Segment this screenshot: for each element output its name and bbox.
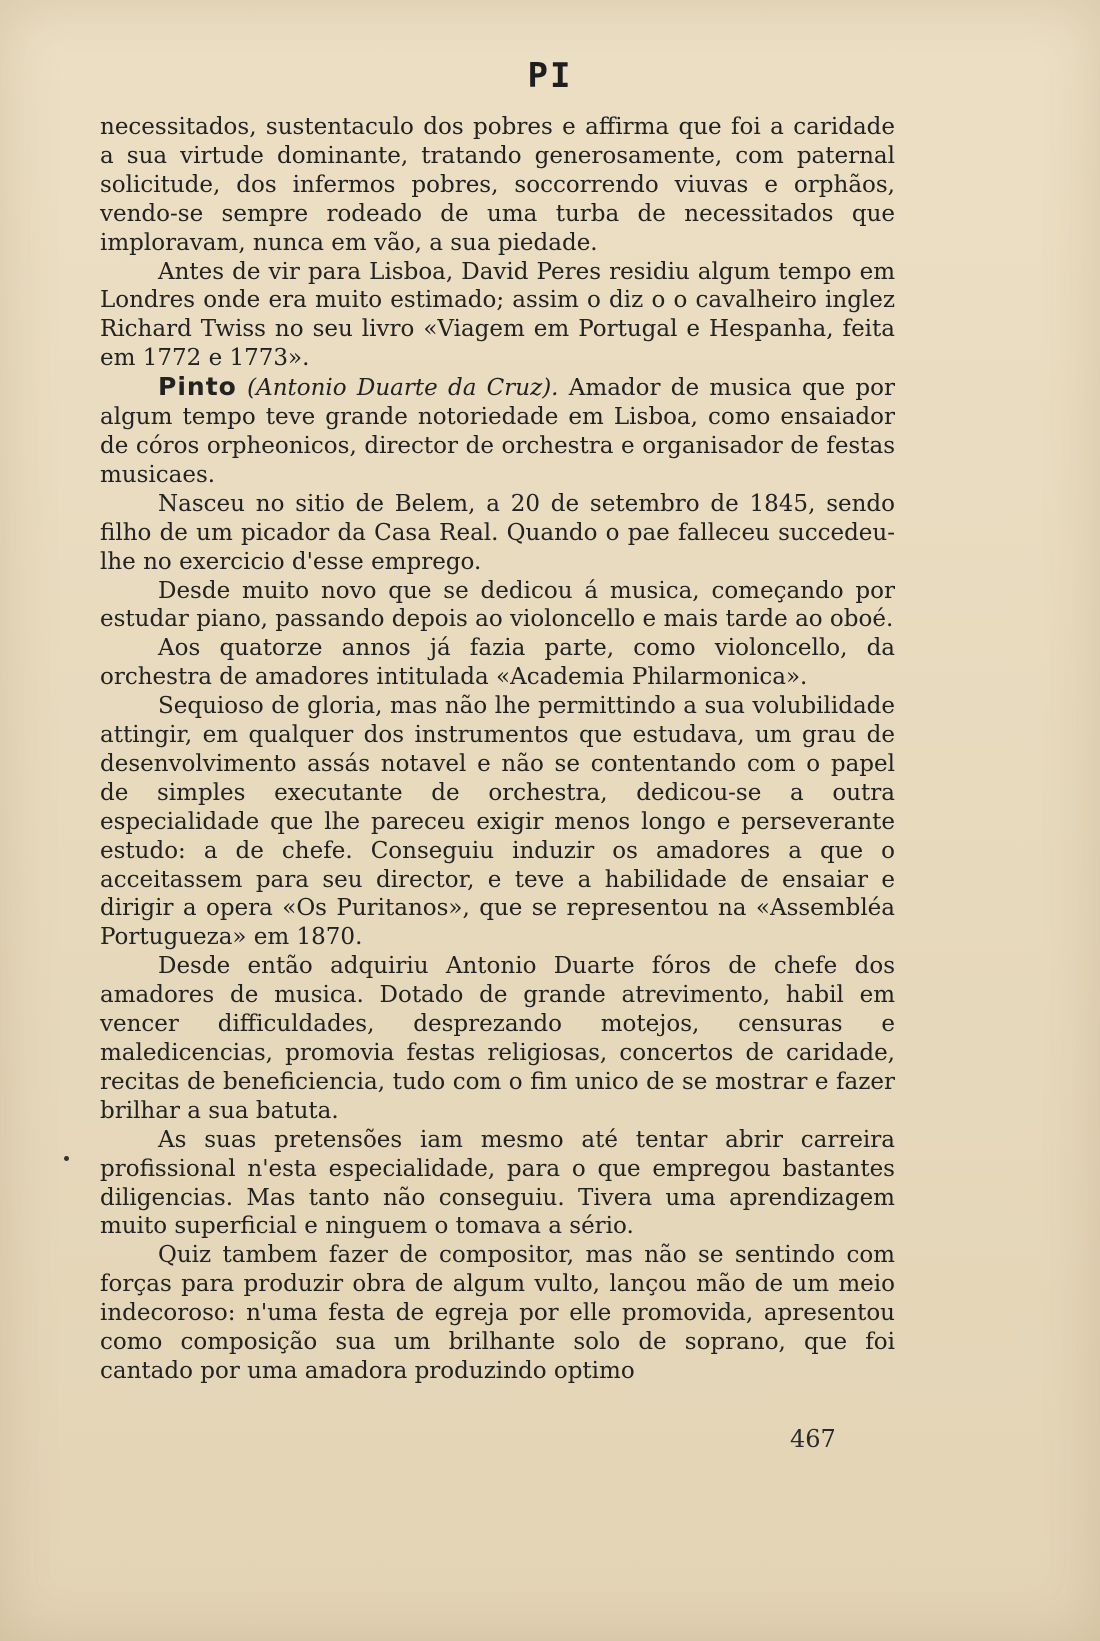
entry-heading-paragraph [100, 373, 895, 490]
running-header: PI [527, 56, 573, 96]
paragraph-conductor: Sequioso de gloria, mas não lhe permittindo a sua volubilidade attingir, em qualquer dos instrumentos que estudava, um grau de desenvolvimento assás notavel e não se contentando com o papel de simples executante de orchestra, dedicou-se a outra especialidade que lhe pareceu exigir menos longo e perseverante estudo: a de chefe. Conseguiu induzir os amadores a que o acceitassem para seu director, e teve a habilidade de ensaiar e dirigir a opera «Os Puritanos», que se representou na «Assembléa Portugueza» em 1870. [100, 693, 895, 951]
paragraph-academia: Aos quatorze annos já fazia parte, como violoncello, da orchestra de amadores intitulada «Academia Philarmonica». [100, 635, 895, 691]
entry-name: Pinto [158, 372, 237, 402]
ink-spot [64, 1156, 69, 1161]
paragraph-david-peres: Antes de vir para Lisboa, David Peres residiu algum tempo em Londres onde era muito estimado; assim o diz o o cavalheiro inglez Richard Twiss no seu livro «Viagem em Portugal e Hespanha, feita em 1772 e 1773». [100, 258, 895, 372]
paragraph-birth: Nasceu no sitio de Belem, a 20 de setembro de 1845, sendo filho de um picador da Casa Real. Quando o pae falleceu succedeu-lhe no exercicio d'esse emprego. [100, 490, 895, 575]
entry-intro-text: Amador de musica que por algum tempo teve grande notoriedade em Lisboa, como ensaiador de córos orpheonicos, director de orchestra e organisador de festas musicaes. [100, 375, 895, 488]
entry-subtitle: (Antonio Duarte da Cruz). [247, 375, 559, 402]
page-number: 467 [790, 1425, 836, 1453]
paragraph-career: As suas pretensões iam mesmo até tentar abrir carreira profissional n'esta especialidade, para o que empregou bastantes diligencias. Mas tanto não conseguiu. Tivera uma aprendizagem muito superficial e ninguem o tomava a sério. [100, 1126, 895, 1240]
paragraph-composer: Quiz tambem fazer de compositor, mas não se sentindo com forças para produzir obra de algum vulto, lançou mão de um meio indecoroso: n'uma festa de egreja por elle promovida, apresentou como composição sua um brilhante solo de soprano, que foi cantado por uma amadora produzindo optimo [100, 1242, 895, 1384]
main-text [100, 113, 895, 1386]
paragraph-chefe: Desde então adquiriu Antonio Duarte fóros de chefe dos amadores de musica. Dotado de grande atrevimento, habil em vencer difficuldades, desprezando motejos, censuras e maledicencias, promovia festas religiosas, concertos de caridade, recitas de beneficiencia, tudo com o fim unico de se mostrar e fazer brilhar a sua batuta. [100, 953, 895, 1124]
paragraph-continuation: necessitados, sustentaculo dos pobres e affirma que foi a caridade a sua virtude dominante, tratando generosamente, com paternal solicitude, dos infermos pobres, soccorrendo viuvas e orphãos, vendo-se sempre rodeado de uma turba de necessitados que imploravam, nunca em vão, a sua piedade. [100, 114, 895, 256]
paragraph-early-music: Desde muito novo que se dedicou á musica, começando por estudar piano, passando depois ao violoncello e mais tarde ao oboé. [100, 577, 895, 633]
